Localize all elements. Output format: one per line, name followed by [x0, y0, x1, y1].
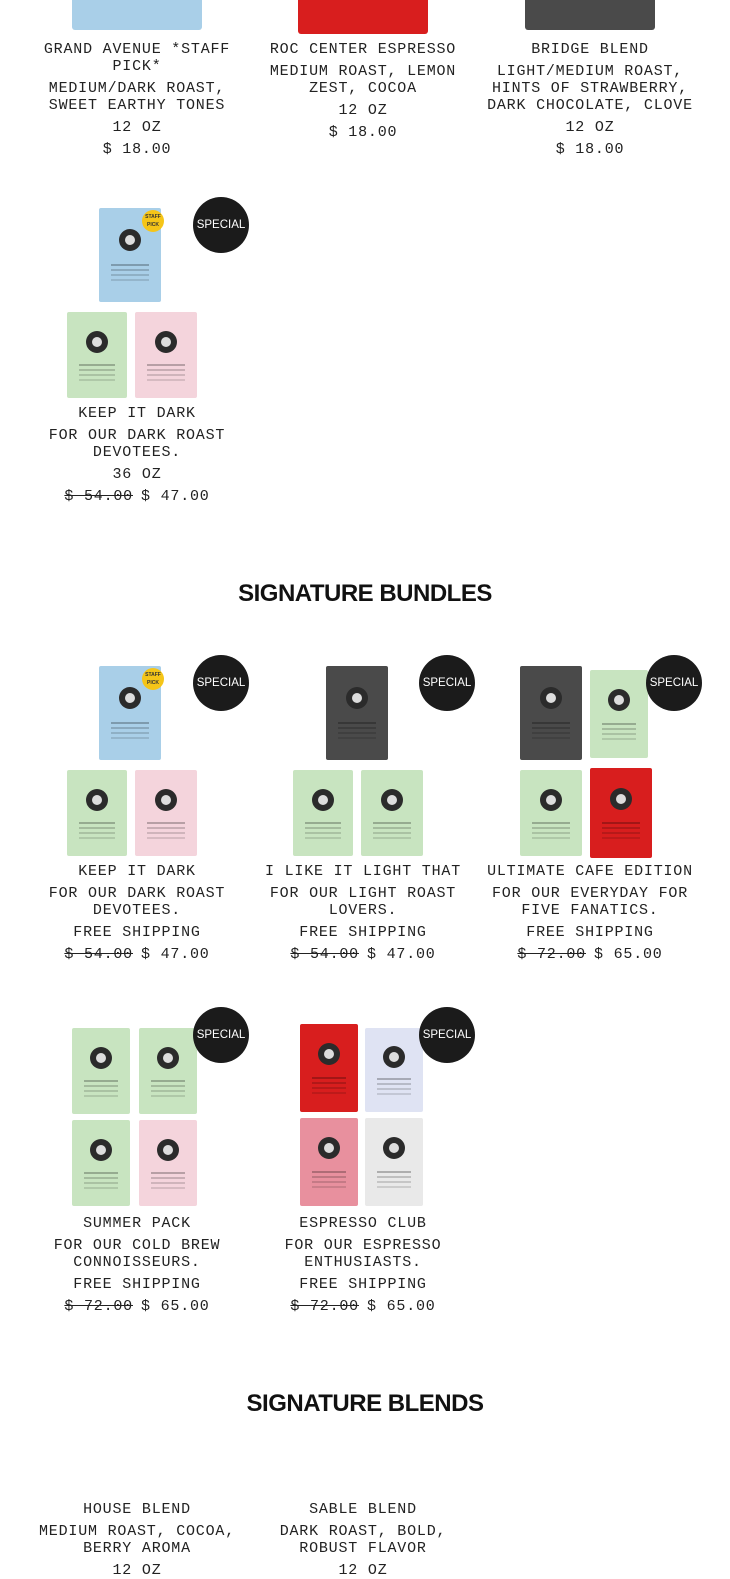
product-card-keep-it-dark-single[interactable]: [24, 200, 250, 505]
bag-green: [293, 770, 353, 856]
section-heading-blends: SIGNATURE BLENDS: [246, 1390, 484, 1417]
sale-price: $ 65.00: [367, 1298, 436, 1315]
product-image[interactable]: [57, 200, 246, 400]
product-image[interactable]: [525, 0, 655, 30]
product-description: FOR OUR LIGHT ROAST LOVERS.: [269, 885, 457, 919]
special-badge: SPECIAL: [193, 1007, 249, 1063]
bag-pink: [135, 770, 197, 856]
product-name[interactable]: ESPRESSO CLUB: [299, 1215, 427, 1232]
sale-price: $ 47.00: [141, 946, 210, 963]
product-description: DARK ROAST, BOLD, ROBUST FLAVOR: [279, 1523, 447, 1557]
product-description: LIGHT/MEDIUM ROAST, HINTS OF STRAWBERRY, DARK CHOCOLATE, CLOVE: [487, 63, 693, 114]
bundle-card-espresso-club[interactable]: [250, 1010, 476, 1315]
old-price: $ 72.00: [290, 1298, 359, 1315]
shipping-note: FREE SHIPPING: [299, 1276, 427, 1293]
product-size: 12 OZ: [112, 1562, 162, 1579]
bag-green: [139, 1028, 197, 1114]
product-image[interactable]: [57, 658, 246, 858]
product-price: [24, 946, 250, 963]
product-card-roc-center[interactable]: [250, 0, 476, 141]
old-price: $ 54.00: [64, 946, 133, 963]
product-description: MEDIUM ROAST, COCOA, BERRY AROMA: [38, 1523, 236, 1557]
product-grid-top: [0, 0, 730, 160]
bag-red: [300, 1024, 358, 1112]
product-name[interactable]: GRAND AVENUE *STAFF PICK*: [43, 41, 231, 75]
bag-green: [520, 770, 582, 856]
product-description: MEDIUM/DARK ROAST, SWEET EARTHY TONES: [48, 80, 226, 114]
product-description: FOR OUR EVERYDAY FOR FIVE FANATICS.: [491, 885, 689, 919]
special-badge: SPECIAL: [419, 655, 475, 711]
product-image[interactable]: [283, 658, 472, 858]
product-name[interactable]: SABLE BLEND: [309, 1501, 417, 1518]
product-price: [250, 1298, 476, 1315]
product-size: 12 OZ: [565, 119, 615, 136]
product-image[interactable]: [283, 1010, 472, 1210]
bag-white: [365, 1118, 423, 1206]
product-price: [24, 488, 250, 505]
bag-pink: [139, 1120, 197, 1206]
bundle-card-i-like-it-light[interactable]: [250, 658, 476, 963]
bundle-card-ultimate-cafe[interactable]: [477, 658, 703, 963]
old-price: $ 72.00: [64, 1298, 133, 1315]
product-description: FOR OUR ESPRESSO ENTHUSIASTS.: [284, 1237, 442, 1271]
bundle-card-keep-it-dark[interactable]: [24, 658, 250, 963]
product-card-bridge-blend[interactable]: [477, 0, 703, 158]
bag-green: [72, 1120, 130, 1206]
bag-green: [67, 770, 127, 856]
bag-black: [520, 666, 582, 760]
bag-black: [326, 666, 388, 760]
sale-price: $ 65.00: [594, 946, 663, 963]
product-image[interactable]: [510, 658, 699, 858]
product-price: [477, 946, 703, 963]
product-description: MEDIUM ROAST, LEMON ZEST, COCOA: [269, 63, 457, 97]
product-price: $ 18.00: [102, 141, 172, 158]
product-image[interactable]: [298, 0, 428, 34]
product-size: 12 OZ: [112, 119, 162, 136]
product-price: $ 18.00: [328, 124, 398, 141]
old-price: $ 54.00: [64, 488, 133, 505]
shipping-note: FREE SHIPPING: [73, 924, 201, 941]
bag-pink: [135, 312, 197, 398]
bag-rose: [300, 1118, 358, 1206]
bundle-card-summer-pack[interactable]: [24, 1010, 250, 1315]
bag-green: [361, 770, 423, 856]
staff-pick-badge: STAFF PICK: [142, 210, 164, 232]
product-size: 36 OZ: [112, 466, 162, 483]
old-price: $ 54.00: [290, 946, 359, 963]
blend-card-sable-blend[interactable]: [250, 1496, 476, 1579]
product-name[interactable]: SUMMER PACK: [83, 1215, 191, 1232]
special-badge: SPECIAL: [646, 655, 702, 711]
shipping-note: FREE SHIPPING: [299, 924, 427, 941]
product-description: FOR OUR DARK ROAST DEVOTEES.: [48, 427, 226, 461]
section-heading-bundles: SIGNATURE BUNDLES: [238, 580, 492, 607]
bag-green: [67, 312, 127, 398]
product-price: [24, 1298, 250, 1315]
product-size: 12 OZ: [338, 1562, 388, 1579]
bag-red: [590, 768, 652, 858]
staff-pick-badge: STAFF PICK: [142, 668, 164, 690]
bag-green: [72, 1028, 130, 1114]
product-name[interactable]: ULTIMATE CAFE EDITION: [487, 863, 693, 880]
product-description: FOR OUR COLD BREW CONNOISSEURS.: [53, 1237, 221, 1271]
sale-price: $ 65.00: [141, 1298, 210, 1315]
product-name[interactable]: I LIKE IT LIGHT THAT: [264, 863, 462, 880]
sale-price: $ 47.00: [367, 946, 436, 963]
product-name[interactable]: BRIDGE BLEND: [531, 41, 649, 58]
product-name[interactable]: KEEP IT DARK: [78, 863, 196, 880]
product-size: 12 OZ: [338, 102, 388, 119]
shipping-note: FREE SHIPPING: [526, 924, 654, 941]
bag-lavender: [365, 1028, 423, 1112]
product-name[interactable]: ROC CENTER ESPRESSO: [269, 41, 457, 58]
blend-card-house-blend[interactable]: [24, 1496, 250, 1579]
product-name[interactable]: HOUSE BLEND: [83, 1501, 191, 1518]
product-image[interactable]: [72, 0, 202, 30]
product-description: FOR OUR DARK ROAST DEVOTEES.: [48, 885, 226, 919]
product-card-grand-avenue[interactable]: [24, 0, 250, 158]
shipping-note: FREE SHIPPING: [73, 1276, 201, 1293]
product-price: $ 18.00: [555, 141, 625, 158]
special-badge: SPECIAL: [419, 1007, 475, 1063]
product-name[interactable]: KEEP IT DARK: [78, 405, 196, 422]
old-price: $ 72.00: [517, 946, 586, 963]
product-image[interactable]: [57, 1010, 246, 1210]
product-price: [250, 946, 476, 963]
special-badge: SPECIAL: [193, 197, 249, 253]
special-badge: SPECIAL: [193, 655, 249, 711]
bag-green: [590, 670, 648, 758]
sale-price: $ 47.00: [141, 488, 210, 505]
